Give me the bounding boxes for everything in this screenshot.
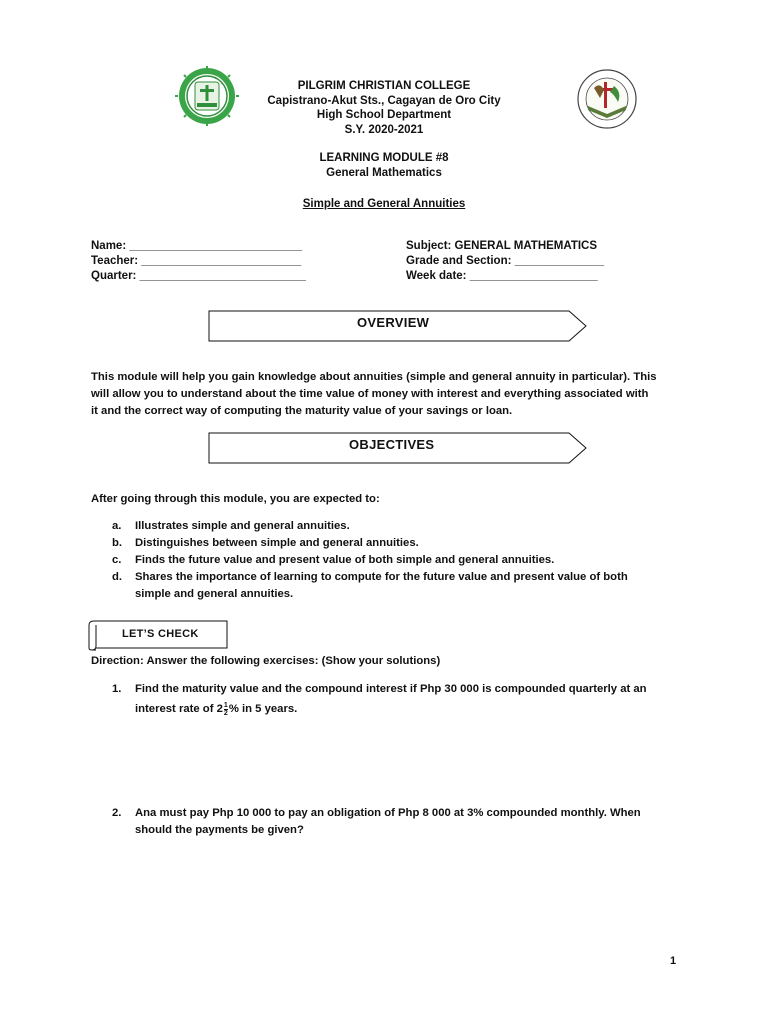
subject-field: Subject: GENERAL MATHEMATICS [406, 240, 598, 252]
page-number: 1 [670, 955, 677, 967]
objectives-title: OBJECTIVES [349, 437, 435, 452]
quarter-field[interactable]: Quarter: __________________________ [91, 270, 306, 282]
college-address: Capistrano-Akut Sts., Cagayan de Oro City [267, 94, 501, 107]
module-number: LEARNING MODULE #8 [319, 152, 449, 164]
name-field[interactable]: Name: ___________________________ [91, 240, 303, 252]
direction-text: Direction: Answer the following exercises: (Show your solutions) [91, 655, 441, 667]
objectives-intro: After going through this module, you are expected to: [91, 493, 380, 505]
overview-text: This module will help you gain knowledge about annuities (simple and general annuity in particular). This will allow you to understand about the time value of money with interest and everything associated with it and the correct way of computing the maturity value of your savings or loan. [91, 371, 657, 417]
college-name: PILGRIM CHRISTIAN COLLEGE [297, 80, 471, 92]
grade-section-field[interactable]: Grade and Section: ______________ [406, 255, 605, 267]
subject-title: General Mathematics [326, 166, 442, 179]
teacher-field[interactable]: Teacher: _________________________ [91, 255, 302, 267]
topic-title: Simple and General Annuities [302, 198, 466, 210]
overview-title: OVERVIEW [357, 315, 430, 330]
school-year: S.Y. 2020-2021 [344, 123, 424, 136]
question-1-line2: interest rate of 2 $\frac{1}{2}$ % in 5 years. [135, 701, 298, 717]
department: High School Department [316, 109, 452, 121]
lets-check-title: LET’S CHECK [122, 628, 199, 640]
week-date-field[interactable]: Week date: ____________________ [406, 270, 598, 282]
